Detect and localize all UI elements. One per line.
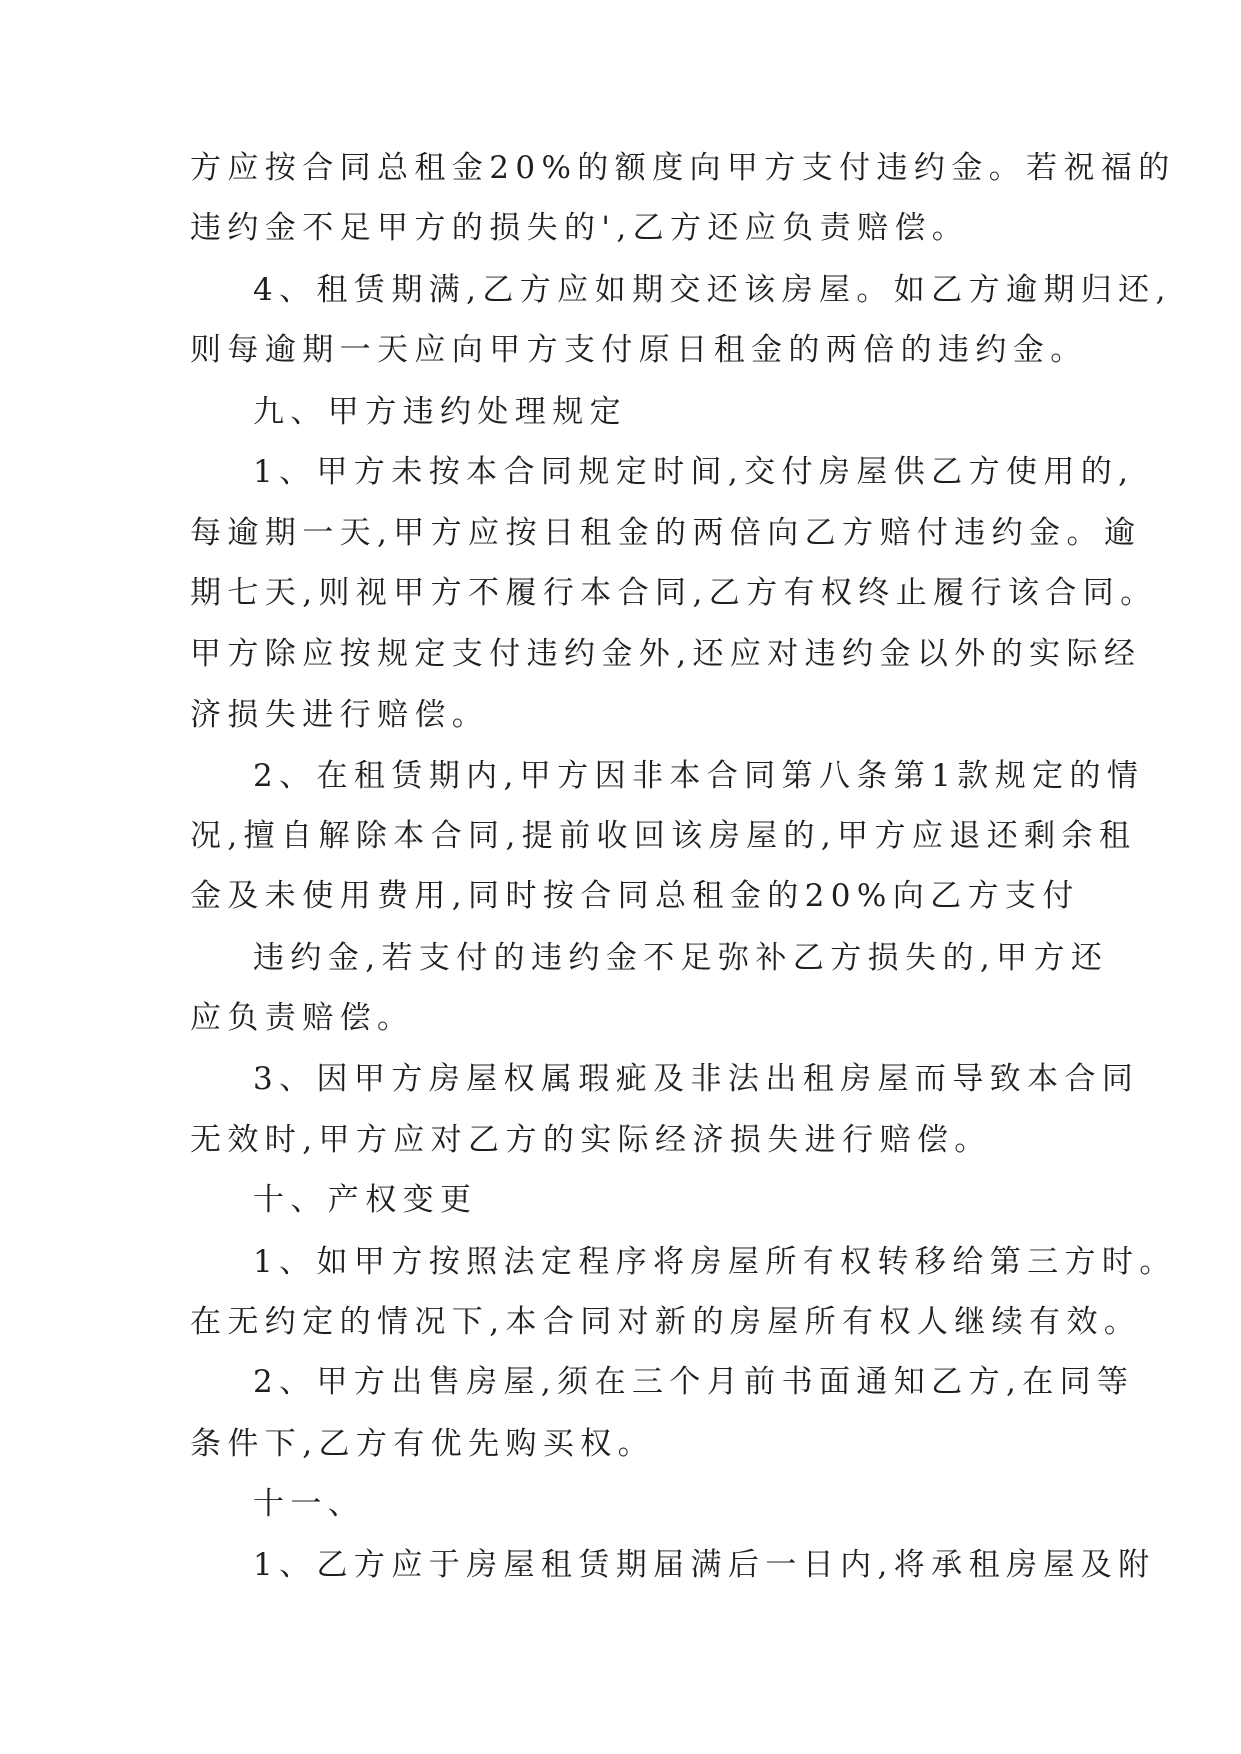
text-line: 3、因甲方房屋权属瑕疵及非法出租房屋而导致本合同 <box>253 1061 1140 1097</box>
text-line: 况,擅自解除本合同,提前收回该房屋的,甲方应退还剩余租 <box>190 818 1137 854</box>
text-line: 金及未使用费用,同时按合同总租金的20%向乙方支付 <box>190 878 1080 914</box>
text-line: 2、甲方出售房屋,须在三个月前书面通知乙方,在同等 <box>253 1364 1135 1400</box>
text-line: 方应按合同总租金20%的额度向甲方支付违约金。若祝福的 <box>190 150 1176 186</box>
text-line: 无效时,甲方应对乙方的实际经济损失进行赔偿。 <box>190 1122 992 1158</box>
section-heading: 十一、 <box>253 1486 366 1522</box>
text-line: 则每逾期一天应向甲方支付原日租金的两倍的违约金。 <box>190 332 1088 368</box>
text-line: 1、甲方未按本合同规定时间,交付房屋供乙方使用的, <box>253 454 1135 490</box>
text-line: 济损失进行赔偿。 <box>190 697 490 733</box>
text-line: 每逾期一天,甲方应按日租金的两倍向乙方赔付违约金。逾 <box>190 515 1142 551</box>
text-line: 4、租赁期满,乙方应如期交还该房屋。如乙方逾期归还, <box>253 272 1172 308</box>
text-line: 期七天,则视甲方不履行本合同,乙方有权终止履行该合同。 <box>190 575 1158 611</box>
text-line: 1、乙方应于房屋租赁期届满后一日内,将承租房屋及附 <box>253 1547 1156 1583</box>
text-line: 在无约定的情况下,本合同对新的房屋所有权人继续有效。 <box>190 1304 1142 1340</box>
text-line: 违约金,若支付的违约金不足弥补乙方损失的,甲方还 <box>253 940 1109 976</box>
text-line: 1、如甲方按照法定程序将房屋所有权转移给第三方时。 <box>253 1244 1177 1280</box>
text-line: 违约金不足甲方的损失的',乙方还应负责赔偿。 <box>190 210 970 246</box>
text-line: 2、在租赁期内,甲方因非本合同第八条第1款规定的情 <box>253 758 1145 794</box>
section-heading: 十、产权变更 <box>253 1182 478 1218</box>
section-heading: 九、甲方违约处理规定 <box>253 394 627 430</box>
text-line: 应负责赔偿。 <box>190 1000 415 1036</box>
text-line: 条件下,乙方有优先购买权。 <box>190 1426 656 1462</box>
text-line: 甲方除应按规定支付违约金外,还应对违约金以外的实际经 <box>190 636 1142 672</box>
